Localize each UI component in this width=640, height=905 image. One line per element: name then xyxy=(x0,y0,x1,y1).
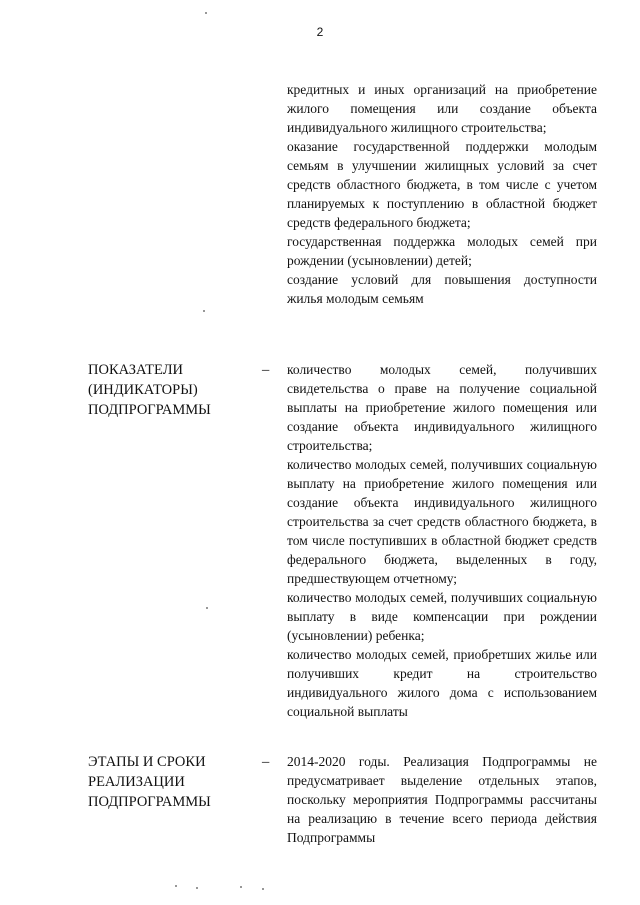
section-dash: – xyxy=(262,754,270,770)
section-content xyxy=(287,360,597,721)
scan-speck xyxy=(203,310,205,312)
label-line: ПОКАЗАТЕЛИ xyxy=(88,362,184,378)
section-content xyxy=(287,752,597,847)
section-content xyxy=(287,80,597,308)
content-paragraph: количество молодых семей, получивших свидетельства о праве на получение социальной выплаты на приобретение жилого помещения или создание объекта индивидуального жилищного строительства; xyxy=(287,362,597,453)
scan-speck xyxy=(205,12,207,14)
section-dash: – xyxy=(262,362,270,378)
label-line: ПОДПРОГРАММЫ xyxy=(88,794,211,810)
label-line: (ИНДИКАТОРЫ) xyxy=(88,382,198,398)
content-paragraph: государственная поддержка молодых семей при рождении (усыновлении) детей; xyxy=(287,234,597,268)
label-line: ЭТАПЫ И СРОКИ xyxy=(88,754,206,770)
section-label xyxy=(88,752,248,812)
scan-speck xyxy=(196,887,198,889)
scan-speck xyxy=(240,886,242,888)
label-line: РЕАЛИЗАЦИИ xyxy=(88,774,185,790)
content-paragraph: количество молодых семей, получивших социальную выплату в виде компенсации при рождении (усыновлении) ребенка; xyxy=(287,590,597,643)
label-line: ПОДПРОГРАММЫ xyxy=(88,402,211,418)
scan-speck xyxy=(175,885,177,887)
content-paragraph: 2014-2020 годы. Реализация Подпрограммы не предусматривает выделение отдельных этапов, поскольку мероприятия Подпрограммы рассчитаны на реализацию в течение всего периода действия Подпрограммы xyxy=(287,754,597,845)
content-paragraph: кредитных и иных организаций на приобретение жилого помещения или создание объекта индивидуального жилищного строительства; xyxy=(287,82,597,135)
content-paragraph: оказание государственной поддержки молодым семьям в улучшении жилищных условий за счет средств областного бюджета, в том числе с учетом планируемых к поступлению в областной бюджет средств федерального бюджета; xyxy=(287,139,597,230)
content-paragraph: количество молодых семей, получивших социальную выплату на приобретение жилого помещения или создание объекта индивидуального жилищного строительства за счет средств областного бюджета, в том числе поступивших в областной бюджет средств федерального бюджета, выделенных в году, предшествующем отчетному; xyxy=(287,457,597,586)
section-label xyxy=(88,360,248,420)
scan-speck xyxy=(206,607,208,609)
content-paragraph: создание условий для повышения доступности жилья молодым семьям xyxy=(287,272,597,306)
content-paragraph: количество молодых семей, приобретших жилье или получивших кредит на строительство индивидуального жилого дома с использованием социальной выплаты xyxy=(287,647,597,719)
scan-speck xyxy=(262,888,264,890)
page-number: 2 xyxy=(316,25,324,39)
